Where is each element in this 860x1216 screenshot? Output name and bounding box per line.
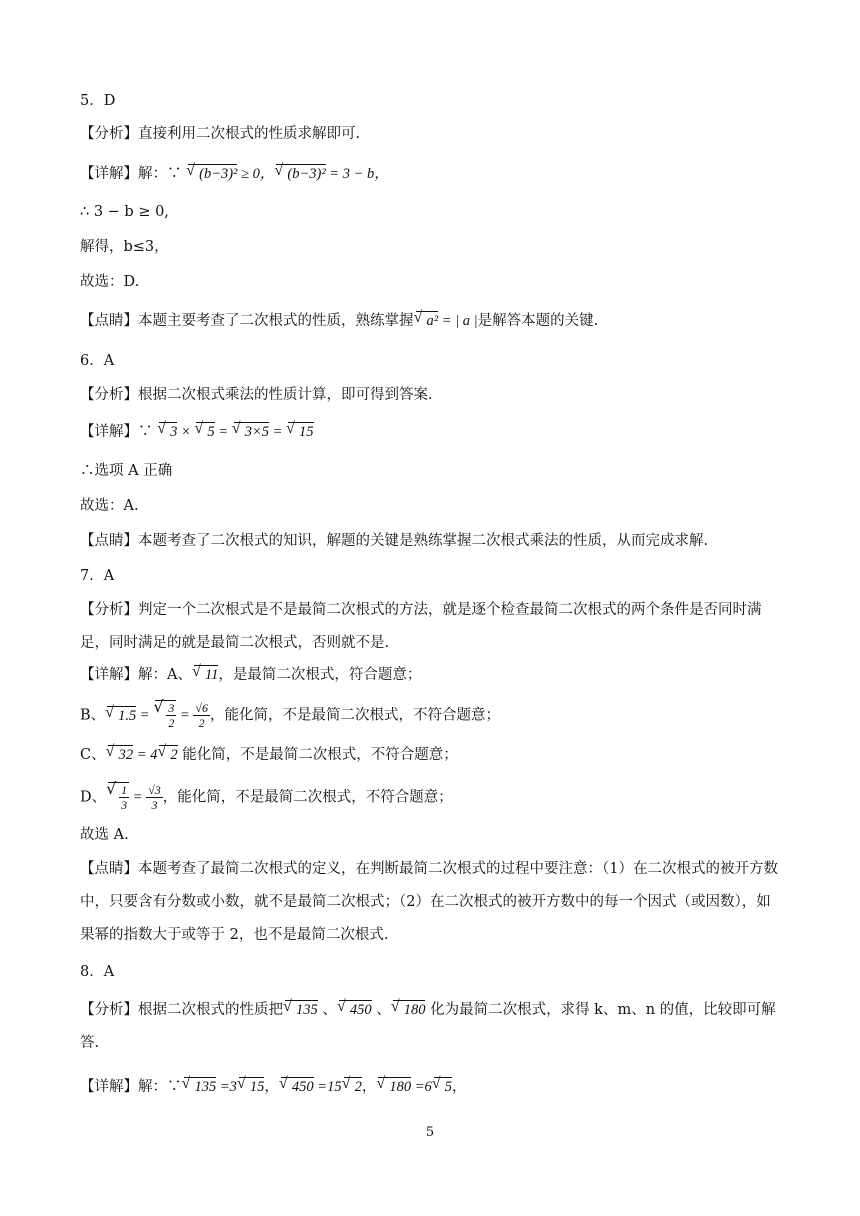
q7-d-fraction (119, 783, 129, 812)
q7-detail-d (80, 782, 780, 812)
q8-analysis-suffix: 化为最简二次根式，求得 k、m、n 的值，比较即可解答. (80, 1002, 776, 1051)
q8-number: 8．A (80, 964, 115, 980)
q7-d-frac-num: √ 1 (121, 783, 128, 797)
q6-detail-prefix: 【详解】∵ (80, 424, 158, 440)
q5-comment-radical: √ a² (416, 311, 439, 330)
q7-detail-a-suffix: ，是最简二次根式，符合题意； (218, 667, 422, 683)
q8-detail-eq1: =3 (216, 1079, 237, 1095)
q5-therefore: ∴ 3 − b ≥ 0, (80, 204, 169, 220)
q7-b-frac2-num: √6 (195, 701, 208, 715)
q8-detail-r2s: √ 2 (344, 1077, 362, 1096)
q8-detail-comma1: ， (264, 1079, 279, 1095)
q6-r1: √ 3 (159, 422, 177, 441)
q5-comment (80, 310, 780, 332)
q7-analysis: 【分析】判定一个二次根式是不是最简二次根式的方法，就是逐个检查最简二次根式的两个条件是否同时满足，同时满足的就是最简二次根式，否则就不是. (80, 602, 762, 651)
q7-d-fraction-2 (146, 783, 163, 812)
q7-d-frac2-den: 3 (151, 798, 158, 812)
q8-analysis-r1: √ 135 (285, 1000, 318, 1019)
q8-detail-eq3: =6 (411, 1079, 432, 1095)
q5-analysis: 【分析】直接利用二次根式的性质求解即可. (80, 126, 361, 142)
q7-b-eq: = (136, 707, 154, 724)
q6-r4: √ 15 (288, 422, 314, 441)
q5-detail-eq: = 3 − b， (325, 166, 389, 182)
q7-d-suffix: ，能化简，不是最简二次根式，不符合题意； (162, 789, 453, 806)
q5-comment-prefix: 【点睛】本题主要考查了二次根式的性质，熟练掌握 (80, 313, 414, 329)
q8-analysis-sep2: 、 (371, 1002, 391, 1018)
q7-b-frac-den: 2 (168, 716, 175, 730)
q7-detail-a-radical: √ 11 (194, 665, 218, 684)
q8-detail-r1s: √ 15 (239, 1077, 265, 1096)
q7-d-prefix: D、 (80, 789, 107, 806)
q5-detail-radical-1: √ (b−3)² (188, 164, 237, 183)
q6-r3: √ 3×5 (234, 422, 269, 441)
q7-detail-b (80, 700, 780, 730)
q5-detail-prefix: 【详解】解：∵ (80, 166, 187, 182)
q6-choose: 故选：A. (80, 498, 139, 514)
q8-detail-r1: √ 135 (184, 1077, 217, 1096)
q6-r2: √ 5 (196, 422, 214, 441)
q8-detail-comma3: ， (452, 1079, 467, 1095)
q7-b-fraction (166, 701, 176, 730)
q6-therefore: ∴选项 A 正确 (80, 463, 173, 479)
q7-comment: 【点睛】本题考查了最简二次根式的定义，在判断最简二次根式的过程中要注意：（1）在二次根式的被开方数中，只要含有分数或小数，就不是最简二次根式；（2）在二次根式的被开方数中的每一个因式（或因数），如果幂的指数大于或等于 2，也不是最简二次根式. (80, 861, 778, 943)
q5-detail (80, 163, 780, 185)
q6-eq2: = (269, 424, 287, 440)
q7-detail-a-prefix: 【详解】解：A、 (80, 667, 192, 683)
q5-detail-ge0: ≥ 0， (237, 166, 275, 182)
q7-detail-a (80, 664, 780, 686)
q6-comment: 【点睛】本题考查了二次根式的知识，解题的关键是熟练掌握二次根式乘法的性质，从而完成求解. (80, 533, 709, 549)
q8-detail-prefix: 【详解】解：∵ (80, 1079, 182, 1095)
q5-detail-radical-2: √ (b−3)² (276, 164, 325, 183)
q6-number: 6．A (80, 353, 115, 369)
q7-b-radical: √ 1.5 (107, 706, 136, 725)
q5-number: 5．D (80, 93, 116, 109)
q8-detail-r3: √ 180 (378, 1077, 411, 1096)
q5-solve: 解得，b≤3， (80, 239, 169, 255)
page-number: 5 (425, 1125, 435, 1140)
q7-c-suffix: 能化简，不是最简二次根式，不符合题意； (177, 747, 458, 763)
q7-b-suffix: ，能化简，不是最简二次根式，不符合题意； (209, 707, 500, 724)
q7-b-prefix: B、 (80, 707, 106, 724)
q7-number: 7．A (80, 568, 115, 584)
q7-c-prefix: C、 (80, 747, 106, 763)
q8-detail-r3s: √ 5 (434, 1077, 452, 1096)
q7-d-frac2-num: √3 (148, 783, 161, 797)
q7-c-eq: = 4 (133, 747, 158, 763)
q7-b-frac2-den: 2 (198, 716, 205, 730)
q7-detail-c (80, 744, 780, 766)
q8-analysis (80, 994, 780, 1060)
q7-c-radical: √ 32 (108, 745, 134, 764)
q7-c-radical-2: √ 2 (159, 745, 177, 764)
q5-comment-eq: = | a | (438, 313, 478, 329)
q6-times: × (177, 424, 195, 440)
q7-d-eq: = (129, 789, 147, 806)
q5-choose: 故选：D. (80, 274, 140, 290)
q8-detail-r2: √ 450 (281, 1077, 314, 1096)
q8-analysis-sep1: 、 (317, 1002, 337, 1018)
q7-d-frac-den: 3 (121, 798, 128, 812)
q8-detail-eq2: =15 (313, 1079, 342, 1095)
q8-analysis-prefix: 【分析】根据二次根式的性质把 (80, 1002, 283, 1018)
q8-detail-comma2: ， (361, 1079, 377, 1095)
q5-comment-suffix: 是解答本题的关键. (477, 313, 599, 329)
q7-b-fraction-2 (193, 701, 210, 730)
q6-detail (80, 421, 780, 443)
q7-b-frac-num: √ 3 (168, 701, 175, 715)
q6-analysis: 【分析】根据二次根式乘法的性质计算，即可得到答案. (80, 387, 433, 403)
q8-detail (80, 1076, 780, 1098)
q7-b-eq2: = (176, 707, 194, 724)
q6-eq1: = (214, 424, 232, 440)
q7-choose: 故选 A. (80, 827, 129, 843)
q8-analysis-r2: √ 450 (339, 1000, 372, 1019)
q8-analysis-r3: √ 180 (393, 1000, 426, 1019)
